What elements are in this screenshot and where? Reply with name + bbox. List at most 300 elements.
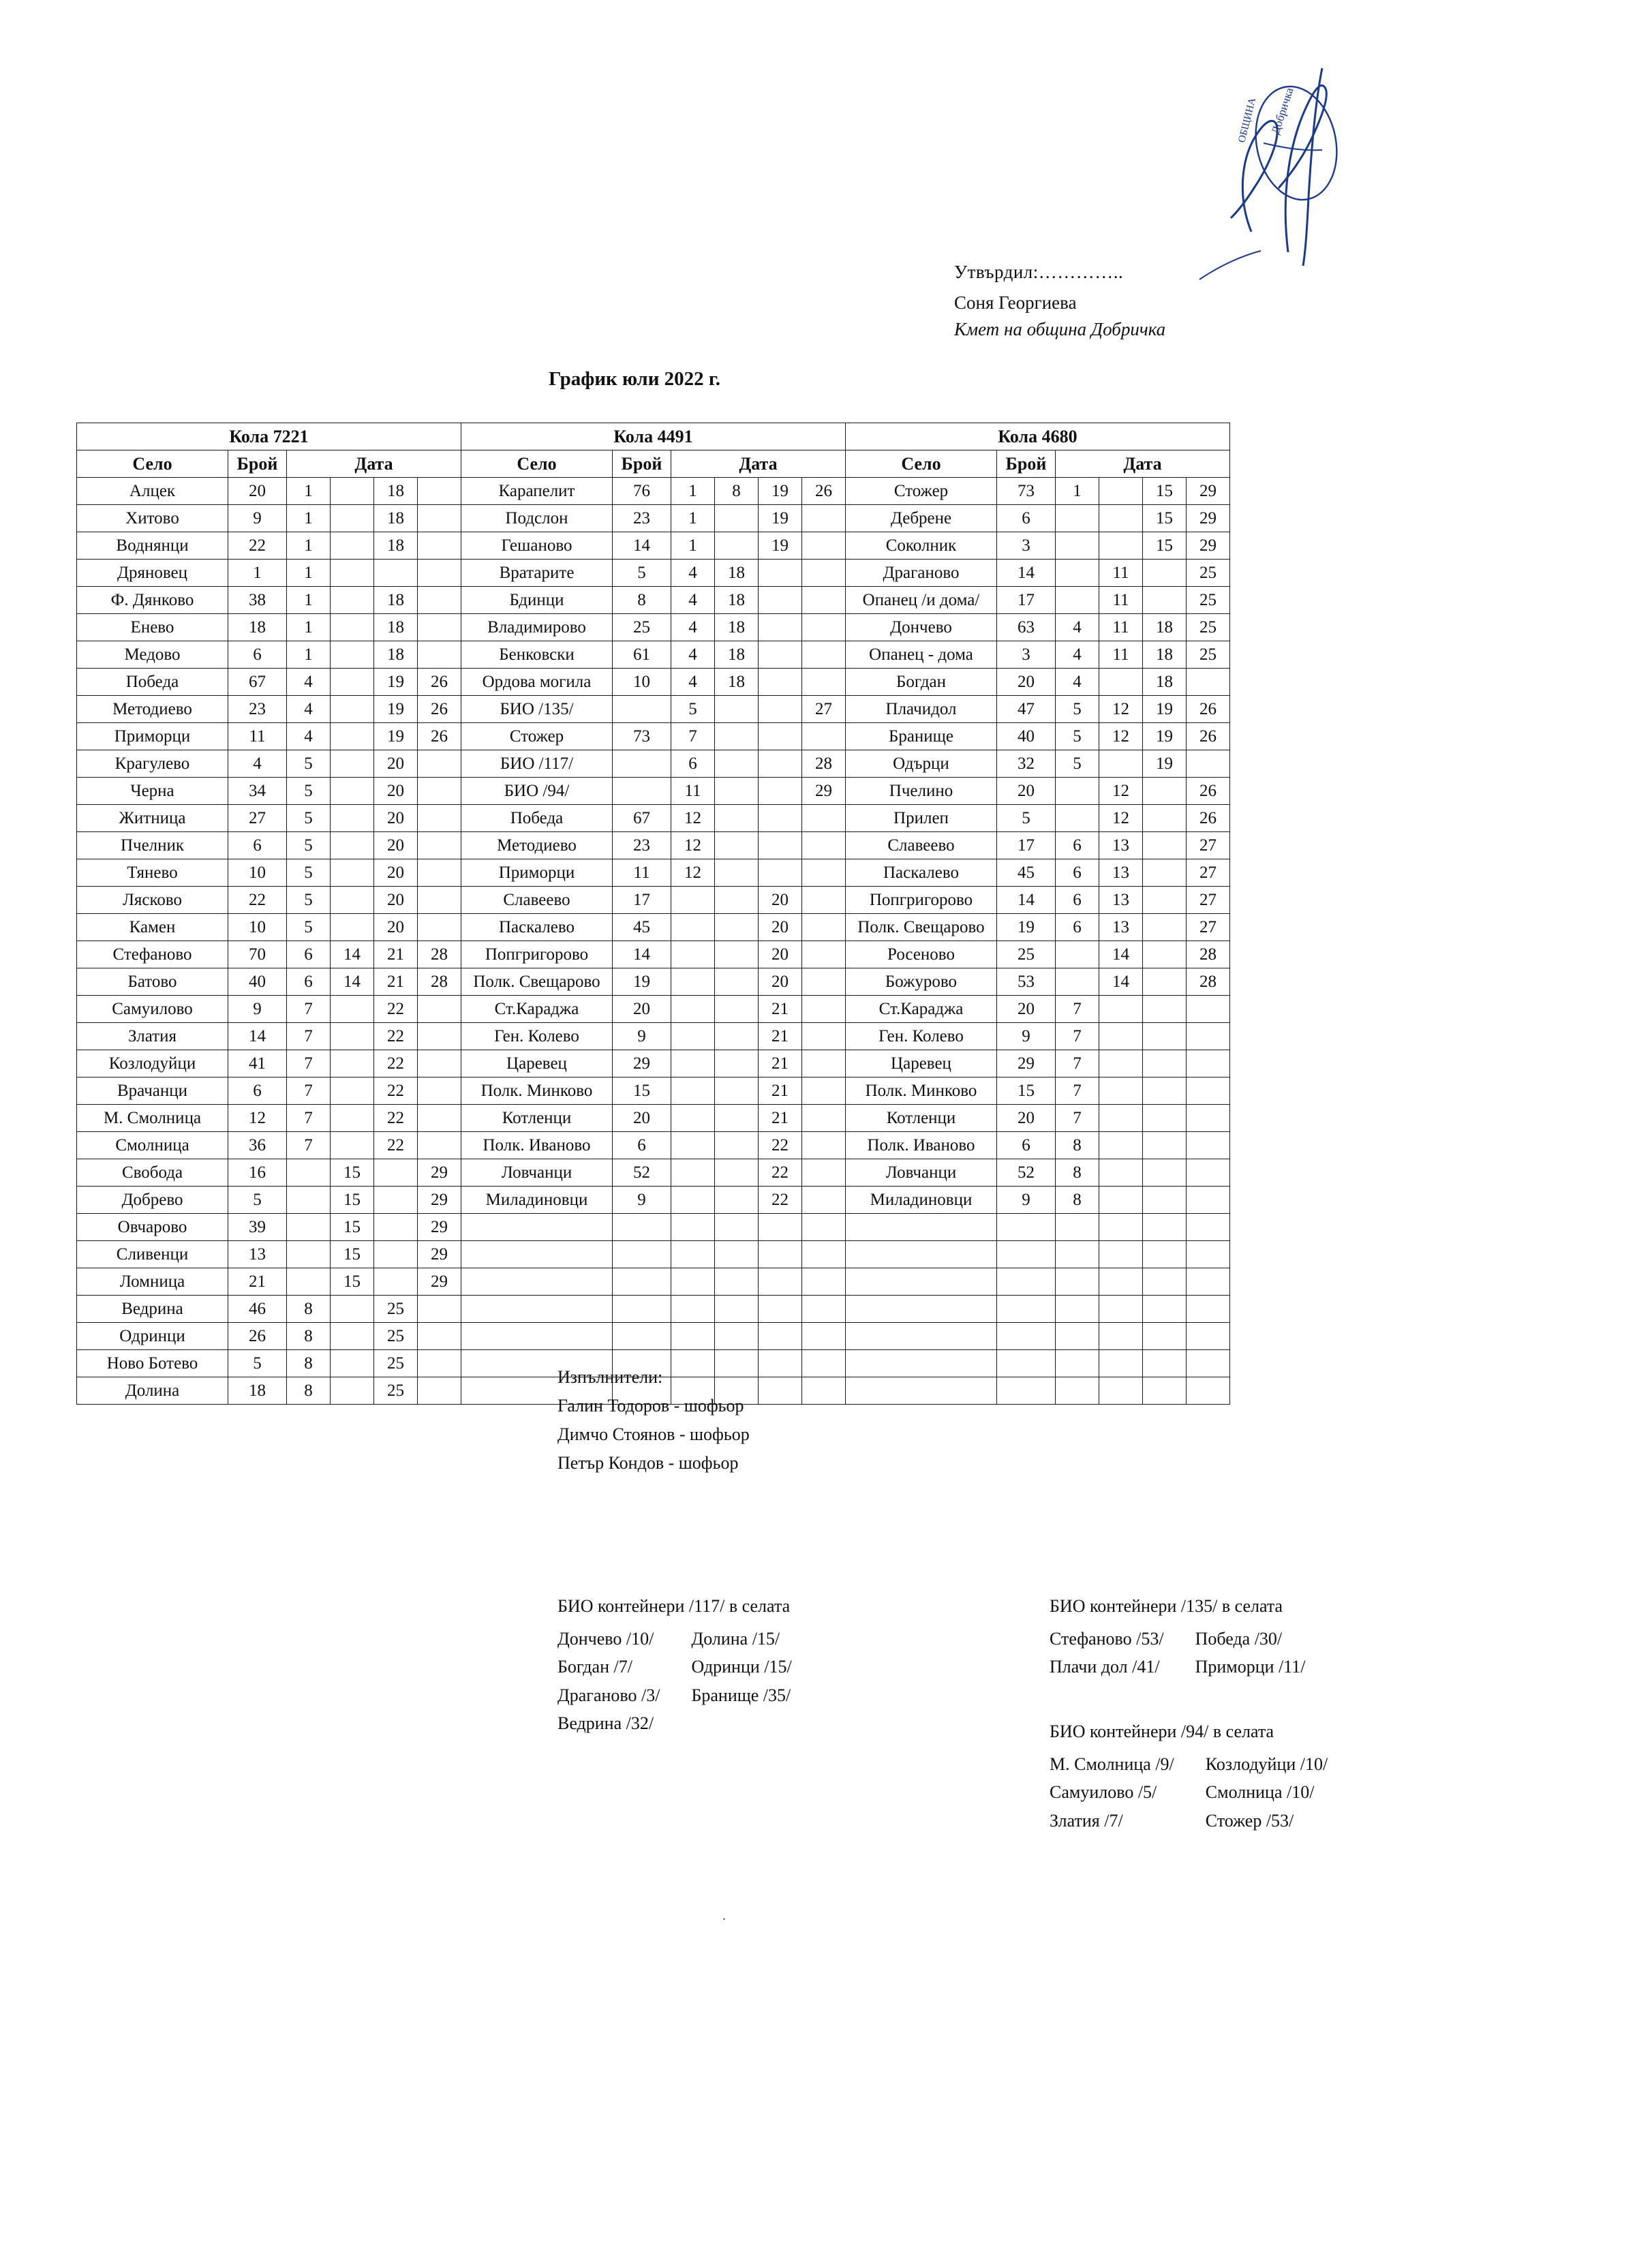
date-cell [331,996,374,1023]
date-cell: 18 [374,505,418,532]
village-name: Полк. Иваново [846,1132,997,1159]
village-count: 20 [997,669,1056,696]
date-cell [802,1159,846,1187]
date-cell [1099,532,1143,560]
date-cell [331,723,374,750]
date-cell [1099,478,1143,505]
date-cell: 11 [1099,560,1143,587]
village-count [613,750,671,778]
date-cell: 4 [671,614,715,641]
date-cell: 15 [1143,505,1187,532]
date-cell [1056,805,1099,832]
table-row [77,1132,1230,1159]
date-cell [1099,1187,1143,1214]
date-cell: 19 [374,696,418,723]
date-cell [418,887,461,914]
date-cell: 15 [1143,532,1187,560]
bio-94-title: БИО контейнери /94/ в селата [1050,1722,1274,1741]
date-cell: 11 [1099,614,1143,641]
empty-cell [997,1377,1056,1405]
date-cell: 21 [759,1105,802,1132]
empty-cell [802,1296,846,1323]
village-name: Драганово [846,560,997,587]
table-row [77,1023,1230,1050]
date-cell: 15 [331,1214,374,1241]
village-count: 6 [228,832,287,859]
village-name: Бранище [846,723,997,750]
date-cell [418,587,461,614]
village-count: 14 [997,887,1056,914]
date-cell: 4 [287,696,331,723]
bio-cell: Победа /30/ [1195,1628,1283,1649]
approval-block [954,259,1431,343]
date-cell: 29 [1187,505,1230,532]
village-name: Богдан [846,669,997,696]
date-cell: 29 [418,1214,461,1241]
date-cell [1143,859,1187,887]
bio-containers-135 [1050,1592,1306,1681]
date-cell [802,1105,846,1132]
empty-cell [671,1296,715,1323]
date-cell [671,968,715,996]
empty-cell [1099,1214,1143,1241]
date-cell [715,750,759,778]
date-cell: 15 [331,1268,374,1296]
date-cell: 19 [759,478,802,505]
village-name: БИО /94/ [461,778,613,805]
village-name: Дряновец [77,560,228,587]
date-cell [671,1105,715,1132]
date-cell: 7 [1056,996,1099,1023]
village-count: 9 [613,1023,671,1050]
date-cell [715,805,759,832]
date-cell: 21 [759,996,802,1023]
village-name: Подслон [461,505,613,532]
table-row [77,696,1230,723]
village-name: Котленци [846,1105,997,1132]
date-cell [715,832,759,859]
date-cell [418,614,461,641]
date-cell [1099,1050,1143,1077]
group-title-4491: Кола 4491 [461,423,846,450]
date-cell: 26 [1187,696,1230,723]
village-count: 14 [613,532,671,560]
group-title-4680: Кола 4680 [846,423,1230,450]
village-name: Енево [77,614,228,641]
table-row [77,505,1230,532]
date-cell: 15 [1143,478,1187,505]
empty-cell [715,1214,759,1241]
schedule-table [76,423,1230,1405]
date-cell: 12 [1099,723,1143,750]
date-cell [1143,1105,1187,1132]
date-cell: 29 [1187,478,1230,505]
col-village-3: Село [846,450,997,478]
village-count: 14 [613,941,671,968]
village-count: 20 [997,778,1056,805]
date-cell: 6 [671,750,715,778]
date-cell: 22 [374,1050,418,1077]
empty-cell [846,1377,997,1405]
date-cell [802,941,846,968]
bio-row [557,1625,792,1653]
village-name: Свобода [77,1159,228,1187]
date-cell: 7 [287,996,331,1023]
date-cell: 1 [287,532,331,560]
village-name: Ст.Караджа [461,996,613,1023]
date-cell [418,532,461,560]
bio-row [557,1653,792,1681]
date-cell [331,1296,374,1323]
village-name: Полк. Иваново [461,1132,613,1159]
date-cell [1187,1077,1230,1105]
table-row [77,587,1230,614]
date-cell [715,1105,759,1132]
village-name: Миладиновци [846,1187,997,1214]
date-cell [671,1132,715,1159]
village-name: Полк. Минково [846,1077,997,1105]
table-row [77,1050,1230,1077]
date-cell [671,1159,715,1187]
bio-row [1050,1653,1306,1681]
date-cell [1143,587,1187,614]
date-cell [1143,1050,1187,1077]
date-cell: 1 [287,614,331,641]
date-cell [802,560,846,587]
empty-cell [461,1241,613,1268]
date-cell: 1 [287,641,331,669]
table-row [77,669,1230,696]
table-row [77,832,1230,859]
empty-cell [1143,1214,1187,1241]
bio-row [1050,1750,1328,1779]
village-name: Методиево [77,696,228,723]
village-count: 39 [228,1214,287,1241]
date-cell [1143,832,1187,859]
date-cell [1099,1159,1143,1187]
date-cell: 19 [759,505,802,532]
date-cell [331,587,374,614]
date-cell [715,505,759,532]
table-row [77,1187,1230,1214]
village-name: Пчелник [77,832,228,859]
date-cell [715,996,759,1023]
village-count: 3 [997,532,1056,560]
empty-cell [715,1268,759,1296]
date-cell: 7 [287,1132,331,1159]
date-cell [1056,505,1099,532]
date-cell: 20 [374,778,418,805]
date-cell [1187,996,1230,1023]
village-count: 32 [997,750,1056,778]
date-cell: 4 [1056,614,1099,641]
date-cell [715,1187,759,1214]
table-row [77,1105,1230,1132]
empty-cell [1143,1296,1187,1323]
village-name: Гешаново [461,532,613,560]
table-row [77,1323,1230,1350]
village-name: Паскалево [461,914,613,941]
empty-cell [1187,1214,1230,1241]
date-cell: 1 [287,560,331,587]
date-cell [1099,1105,1143,1132]
village-count: 70 [228,941,287,968]
date-cell: 5 [287,859,331,887]
date-cell: 19 [1143,723,1187,750]
date-cell: 27 [1187,859,1230,887]
date-cell [1187,1132,1230,1159]
date-cell [802,805,846,832]
empty-cell [461,1323,613,1350]
date-cell: 25 [374,1323,418,1350]
village-count: 10 [613,669,671,696]
village-name: Пчелино [846,778,997,805]
date-cell [715,723,759,750]
village-name: Приморци [77,723,228,750]
date-cell: 21 [759,1077,802,1105]
bio-cell: Драганово /3/ [557,1685,660,1705]
date-cell [1143,1023,1187,1050]
date-cell: 20 [374,805,418,832]
empty-cell [671,1323,715,1350]
village-count [613,696,671,723]
table-row [77,887,1230,914]
date-cell [331,478,374,505]
executor-item: Галин Тодоров - шофьор [557,1396,744,1416]
date-cell: 20 [759,887,802,914]
village-name: Одринци [77,1323,228,1350]
date-cell: 11 [1099,587,1143,614]
date-cell [331,1132,374,1159]
date-cell: 18 [374,641,418,669]
village-count: 23 [228,696,287,723]
date-cell [671,887,715,914]
village-count: 17 [997,832,1056,859]
bio-containers-94 [1050,1717,1328,1835]
empty-cell [613,1241,671,1268]
table-row [77,723,1230,750]
empty-cell [1056,1350,1099,1377]
date-cell [1143,996,1187,1023]
date-cell: 12 [1099,805,1143,832]
village-name: БИО /135/ [461,696,613,723]
date-cell: 4 [287,723,331,750]
date-cell [331,669,374,696]
table-row [77,859,1230,887]
village-count: 15 [997,1077,1056,1105]
col-village-2: Село [461,450,613,478]
empty-cell [1099,1323,1143,1350]
village-name: Котленци [461,1105,613,1132]
date-cell: 29 [1187,532,1230,560]
village-name: Божурово [846,968,997,996]
date-cell [759,560,802,587]
date-cell [418,1077,461,1105]
empty-cell [613,1214,671,1241]
date-cell: 8 [1056,1159,1099,1187]
date-cell [1099,1132,1143,1159]
svg-text:ОБЩИНА: ОБЩИНА [1236,97,1259,144]
date-cell: 28 [418,941,461,968]
date-cell: 7 [1056,1077,1099,1105]
date-cell [759,696,802,723]
table-row [77,614,1230,641]
empty-cell [802,1268,846,1296]
date-cell: 29 [418,1268,461,1296]
date-cell: 12 [1099,696,1143,723]
date-cell: 22 [759,1187,802,1214]
village-name: Бдинци [461,587,613,614]
date-cell: 7 [1056,1105,1099,1132]
empty-cell [1056,1377,1099,1405]
date-cell: 4 [671,669,715,696]
date-cell: 11 [671,778,715,805]
village-count: 29 [997,1050,1056,1077]
village-count: 8 [613,587,671,614]
empty-cell [846,1214,997,1241]
date-cell: 6 [287,968,331,996]
date-cell: 5 [287,832,331,859]
date-cell: 7 [287,1105,331,1132]
empty-cell [1143,1377,1187,1405]
village-name: Тяневo [77,859,228,887]
group-title-7221: Кола 7221 [77,423,461,450]
date-cell [331,805,374,832]
date-cell [331,1077,374,1105]
empty-cell [1099,1377,1143,1405]
date-cell [331,1350,374,1377]
date-cell: 13 [1099,914,1143,941]
empty-cell [461,1214,613,1241]
village-name: Победа [461,805,613,832]
date-cell: 25 [1187,614,1230,641]
empty-cell [1143,1241,1187,1268]
village-name: Добрево [77,1187,228,1214]
date-cell [1056,560,1099,587]
date-cell [671,1050,715,1077]
village-name: Одърци [846,750,997,778]
page-title: График юли 2022 г. [549,368,721,390]
date-cell: 11 [1099,641,1143,669]
date-cell: 22 [374,1105,418,1132]
date-cell: 12 [671,859,715,887]
village-name: Врачанци [77,1077,228,1105]
date-cell: 29 [418,1187,461,1214]
village-name: Ордова могила [461,669,613,696]
col-date-2: Дата [671,450,846,478]
date-cell: 19 [374,723,418,750]
date-cell: 8 [287,1296,331,1323]
date-cell [715,887,759,914]
date-cell [715,914,759,941]
date-cell [802,1023,846,1050]
table-group-header-row [77,423,1230,450]
village-count: 40 [997,723,1056,750]
village-name: Полк. Свещарово [461,968,613,996]
date-cell [1056,778,1099,805]
empty-cell [715,1323,759,1350]
date-cell: 7 [671,723,715,750]
date-cell [1143,1132,1187,1159]
executors-title: Изпълнители: [557,1367,663,1387]
bio-135-title: БИО контейнери /135/ в селата [1050,1596,1283,1616]
date-cell [715,1132,759,1159]
village-name: Хитово [77,505,228,532]
date-cell [331,1105,374,1132]
empty-cell [1187,1241,1230,1268]
date-cell: 20 [759,941,802,968]
date-cell: 8 [1056,1132,1099,1159]
table-row [77,996,1230,1023]
empty-cell [846,1296,997,1323]
empty-cell [802,1323,846,1350]
village-count: 34 [228,778,287,805]
empty-cell [461,1268,613,1296]
date-cell: 5 [287,914,331,941]
date-cell: 18 [374,532,418,560]
village-count: 9 [228,505,287,532]
date-cell: 14 [331,968,374,996]
date-cell [1187,1023,1230,1050]
date-cell: 7 [287,1077,331,1105]
table-row [77,532,1230,560]
date-cell: 20 [374,914,418,941]
village-count: 6 [997,1132,1056,1159]
table-row [77,941,1230,968]
col-village-1: Село [77,450,228,478]
date-cell: 28 [1187,941,1230,968]
date-cell [671,941,715,968]
date-cell [759,587,802,614]
village-name: Прилеп [846,805,997,832]
date-cell [802,505,846,532]
village-name: Черна [77,778,228,805]
village-name: Овчарово [77,1214,228,1241]
date-cell: 19 [1143,750,1187,778]
village-count: 23 [613,832,671,859]
date-cell [1143,805,1187,832]
date-cell: 5 [287,887,331,914]
date-cell [331,560,374,587]
bio-cell: Дончево /10/ [557,1628,654,1649]
village-name: М. Смолница [77,1105,228,1132]
date-cell: 6 [1056,914,1099,941]
date-cell: 18 [715,669,759,696]
date-cell: 18 [715,560,759,587]
date-cell: 18 [715,614,759,641]
village-count: 63 [997,614,1056,641]
empty-cell [1099,1241,1143,1268]
village-count: 41 [228,1050,287,1077]
date-cell [802,887,846,914]
date-cell [1143,778,1187,805]
village-count: 6 [997,505,1056,532]
date-cell [759,669,802,696]
date-cell [374,1241,418,1268]
table-row [77,560,1230,587]
date-cell: 4 [671,641,715,669]
date-cell: 1 [671,505,715,532]
date-cell [802,859,846,887]
date-cell [418,859,461,887]
date-cell [759,778,802,805]
village-name: Вратарите [461,560,613,587]
village-name: Славеево [461,887,613,914]
date-cell [331,859,374,887]
village-name: Опанец /и дома/ [846,587,997,614]
village-count: 20 [613,1105,671,1132]
bio-containers-117 [557,1592,792,1738]
